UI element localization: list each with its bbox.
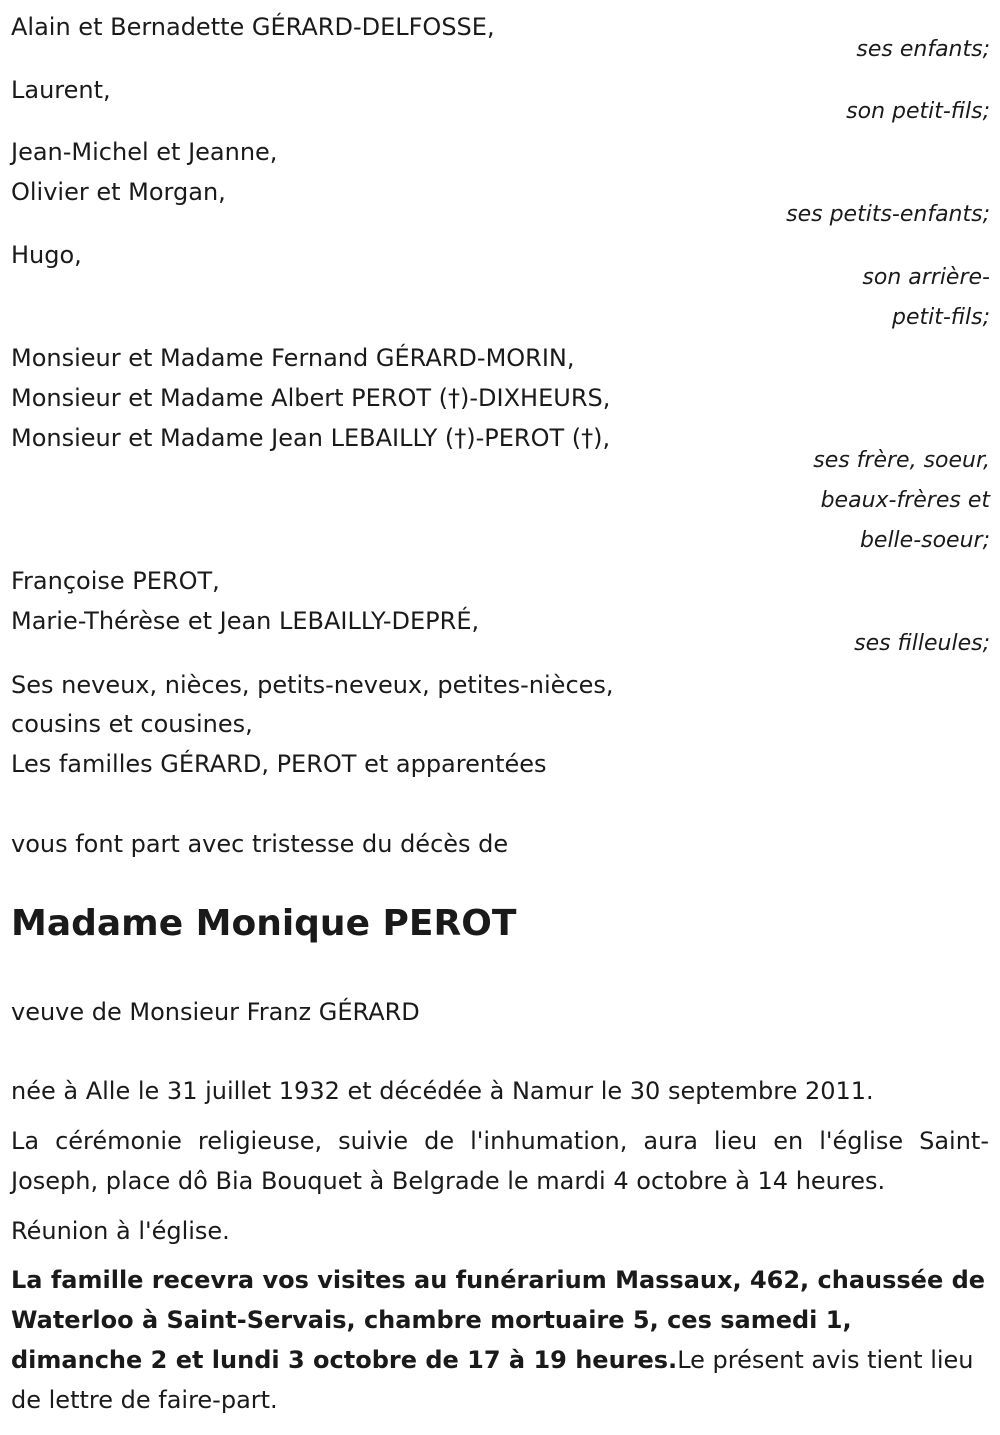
family-name-line: Monsieur et Madame Fernand GÉRARD-MORIN, [11,344,575,372]
visits-text: La famille recevra vos visites au funérarium Massaux, 462, chaussée de Waterloo à Saint-Servais, chambre mortuaire 5, ces samedi 1, dimanche 2 et lundi 3 octobre de 17 à 19 heures. [11,1266,986,1374]
ceremony-text: La cérémonie religieuse, suivie de l'inhumation, aura lieu en l'église Saint-Joseph, place dô Bia Bouquet à Belgrade le mardi 4 octobre à 14 heures. [11,1127,989,1195]
family-name-line: Marie-Thérèse et Jean LEBAILLY-DEPRÉ, [11,607,480,635]
family-name-line: Monsieur et Madame Albert PEROT (†)-DIXHEURS, [11,384,611,412]
family-name-line: Françoise PEROT, [11,567,220,595]
family-name-line: cousins et cousines, [11,710,253,738]
birth-death-text: née à Alle le 31 juillet 1932 et décédée à Namur le 30 septembre 2011. [11,1077,874,1105]
family-name-line: Alain et Bernadette GÉRARD-DELFOSSE, [11,13,495,41]
relation-label: ses enfants; [856,37,990,62]
relation-label: belle-soeur; [859,528,990,553]
reunion-text: Réunion à l'église. [11,1217,230,1245]
relation-label: son petit-fils; [846,99,990,124]
announcement-text: vous font part avec tristesse du décès de [11,830,509,858]
family-name-line: Olivier et Morgan, [11,178,226,206]
relation-label: ses petits-enfants; [786,202,990,227]
family-name-line: Hugo, [11,241,82,269]
relation-label: beaux-frères et [820,488,990,513]
relation-label: ses frère, soeur, [813,448,990,473]
relation-label: ses filleules; [854,631,990,656]
relation-label: petit-fils; [891,305,990,330]
family-name-line: Ses neveux, nièces, petits-neveux, petites-nièces, [11,671,614,699]
deceased-name: Madame Monique PEROT [11,903,517,944]
family-name-line: Monsieur et Madame Jean LEBAILLY (†)-PEROT (†), [11,424,611,452]
family-name-line: Laurent, [11,76,111,104]
widow-of-text: veuve de Monsieur Franz GÉRARD [11,998,420,1026]
visits-paragraph [11,1260,986,1420]
family-name-line: Jean-Michel et Jeanne, [11,138,278,166]
relation-label: son arrière- [862,265,990,290]
closing-text: Le présent avis tient lieu de lettre de faire-part. [11,1346,974,1414]
family-name-line: Les familles GÉRARD, PEROT et apparentées [11,750,547,778]
